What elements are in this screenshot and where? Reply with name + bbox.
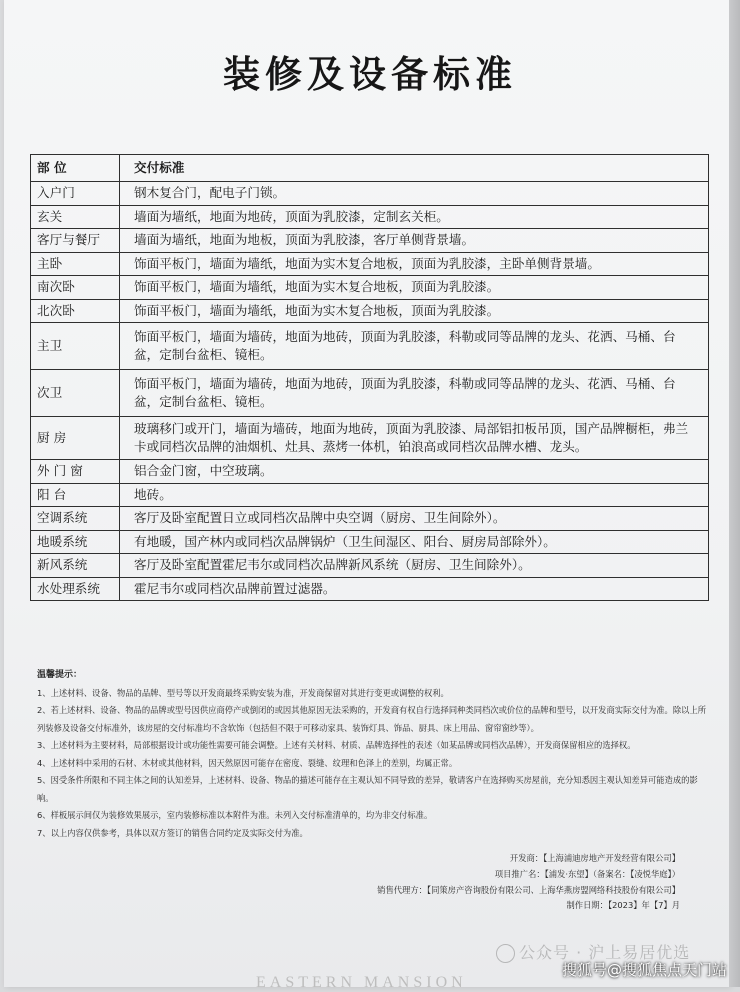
row-part: 次卫 — [31, 370, 120, 417]
table-row — [31, 323, 709, 370]
row-standard: 墙面为墙纸，地面为地板，顶面为乳胶漆，客厅单侧背景墙。 — [120, 229, 709, 253]
row-standard: 饰面平板门，墙面为墙纸，地面为实木复合地板，顶面为乳胶漆，主卧单侧背景墙。 — [120, 252, 709, 276]
source-label: 搜狐号@搜狐焦点天门站 — [562, 961, 728, 979]
table-row — [31, 507, 709, 531]
header-standard: 交付标准 — [120, 155, 709, 182]
row-part: 外 门 窗 — [31, 460, 120, 484]
row-part: 新风系统 — [31, 554, 120, 578]
row-standard: 有地暖，国产林内或同档次品牌锅炉（卫生间湿区、阳台、厨房局部除外）。 — [120, 530, 709, 554]
table-row — [31, 417, 709, 460]
watermark-text: 公众号 · 沪上易居优选 — [519, 943, 691, 962]
credit-agent: 销售代理方：【同策房产咨询股份有限公司、上海华燕房盟网络科技股份有限公司】 — [377, 885, 680, 895]
table-row — [31, 577, 709, 601]
row-part: 水处理系统 — [31, 577, 120, 601]
row-standard: 饰面平板门，墙面为墙纸，地面为实木复合地板，顶面为乳胶漆。 — [120, 276, 709, 300]
table-row — [31, 205, 709, 229]
row-standard: 钢木复合门，配电子门锁。 — [120, 182, 709, 206]
row-part: 入户门 — [31, 182, 120, 206]
credit-developer: 开发商：【上海浦迪房地产开发经营有限公司】 — [509, 853, 680, 863]
row-part: 客厅与餐厅 — [31, 229, 120, 253]
table-row — [31, 530, 709, 554]
row-standard: 客厅及卧室配置日立或同档次品牌中央空调（厨房、卫生间除外）。 — [120, 507, 709, 531]
row-standard: 玻璃移门或开门，墙面为墙砖，地面为地砖，顶面为乳胶漆、局部铝扣板吊顶，国产品牌橱柜，弗兰卡或同档次品牌的油烟机、灶具、蒸烤一体机，铂浪高或同档次品牌水槽、龙头。 — [120, 417, 709, 460]
row-part: 空调系统 — [31, 507, 120, 531]
table-row — [31, 460, 709, 484]
row-part: 北次卧 — [31, 299, 120, 323]
row-standard: 饰面平板门，墙面为墙纸，地面为实木复合地板，顶面为乳胶漆。 — [120, 299, 709, 323]
table-row — [31, 276, 709, 300]
header-part: 部 位 — [31, 155, 120, 182]
row-standard: 霍尼韦尔或同档次品牌前置过滤器。 — [120, 577, 709, 601]
row-part: 主卫 — [31, 323, 120, 370]
row-part: 阳 台 — [31, 483, 120, 507]
note-item: 4、上述材料中采用的石材、木材或其他材料，因天然原因可能存在密度、裂缝、纹理和色泽上的差别，均属正常。 — [37, 757, 458, 768]
row-part: 玄关 — [31, 205, 120, 229]
row-part: 地暖系统 — [31, 530, 120, 554]
row-standard: 墙面为墙纸，地面为地砖，顶面为乳胶漆，定制玄关柜。 — [120, 205, 709, 229]
notes-list — [37, 685, 709, 843]
board-edge — [729, 0, 740, 987]
note-item: 1、上述材料、设备、物品的品牌、型号等以开发商最终采购安装为准，开发商保留对其进行变更或调整的权利。 — [37, 687, 449, 698]
row-part: 厨 房 — [31, 417, 120, 460]
table-header-row — [31, 155, 709, 182]
note-item: 6、样板展示间仅为装修效果展示，室内装修标准以本附件为准。未列入交付标准清单的，均为非交付标准。 — [37, 810, 433, 820]
wechat-account-icon — [496, 944, 515, 963]
table-row — [31, 483, 709, 507]
table-row — [31, 182, 709, 206]
page-title: 装修及设备标准 — [223, 53, 517, 96]
standards-table — [30, 154, 709, 601]
row-standard: 铝合金门窗，中空玻璃。 — [120, 460, 709, 484]
brand-text: EASTERN MANSION — [256, 974, 467, 991]
notes-section — [37, 667, 709, 842]
row-part: 南次卧 — [31, 276, 120, 300]
note-item: 5、因受条件所限和不同主体之间的认知差异，上述材料、设备、物品的描述可能存在主观认知不同导致的差异，敬请客户在选择购买房屋前，充分知悉因主观认知差异可能造成的影响。 — [37, 775, 698, 803]
note-item: 3、上述材料为主要材料，局部根据设计或功能性需要可能会调整。上述有关材料、材质、品牌选择性的表述（如某品牌或同档次品牌），开发商保留相应的选择权。 — [37, 740, 636, 750]
table-row — [31, 554, 709, 578]
table-row — [31, 229, 709, 253]
row-part: 主卧 — [31, 252, 120, 276]
row-standard: 饰面平板门，墙面为墙砖，地面为地砖，顶面为乳胶漆，科勒或同等品牌的龙头、花洒、马桶、台盆，定制台盆柜、镜柜。 — [120, 370, 709, 417]
credit-project: 项目推广名：【浦发·东望】（备案名：【凌悦华庭】） — [494, 869, 680, 879]
note-item: 2、若上述材料、设备、物品的品牌或型号因供应商停产或倒闭的或因其他原因无法采购的，开发商有权自行选择同种类同档次或价位的品牌和型号，以开发商实际交付为准。除以上所列装修及设备交付标准外，该房屋的交付标准均不含软饰（包括但不限于可移动家具、装饰灯具、饰品、厨具、床上用品、窗帘窗纱等）。 — [37, 705, 707, 733]
table-row — [31, 299, 709, 323]
credit-date: 制作日期：【2023】年【7】月 — [566, 900, 680, 910]
table-row — [31, 370, 709, 417]
row-standard: 地砖。 — [120, 483, 709, 507]
row-standard: 客厅及卧室配置霍尼韦尔或同档次品牌新风系统（厨房、卫生间除外）。 — [120, 554, 709, 578]
note-item: 7、以上内容仅供参考，具体以双方签订的销售合同约定及实际交付为准。 — [37, 827, 308, 838]
table-row — [31, 252, 709, 276]
row-standard: 饰面平板门，墙面为墙砖，地面为地砖，顶面为乳胶漆，科勒或同等品牌的龙头、花洒、马桶、台盆，定制台盆柜、镜柜。 — [120, 323, 709, 370]
notes-heading: 温馨提示： — [37, 670, 83, 680]
